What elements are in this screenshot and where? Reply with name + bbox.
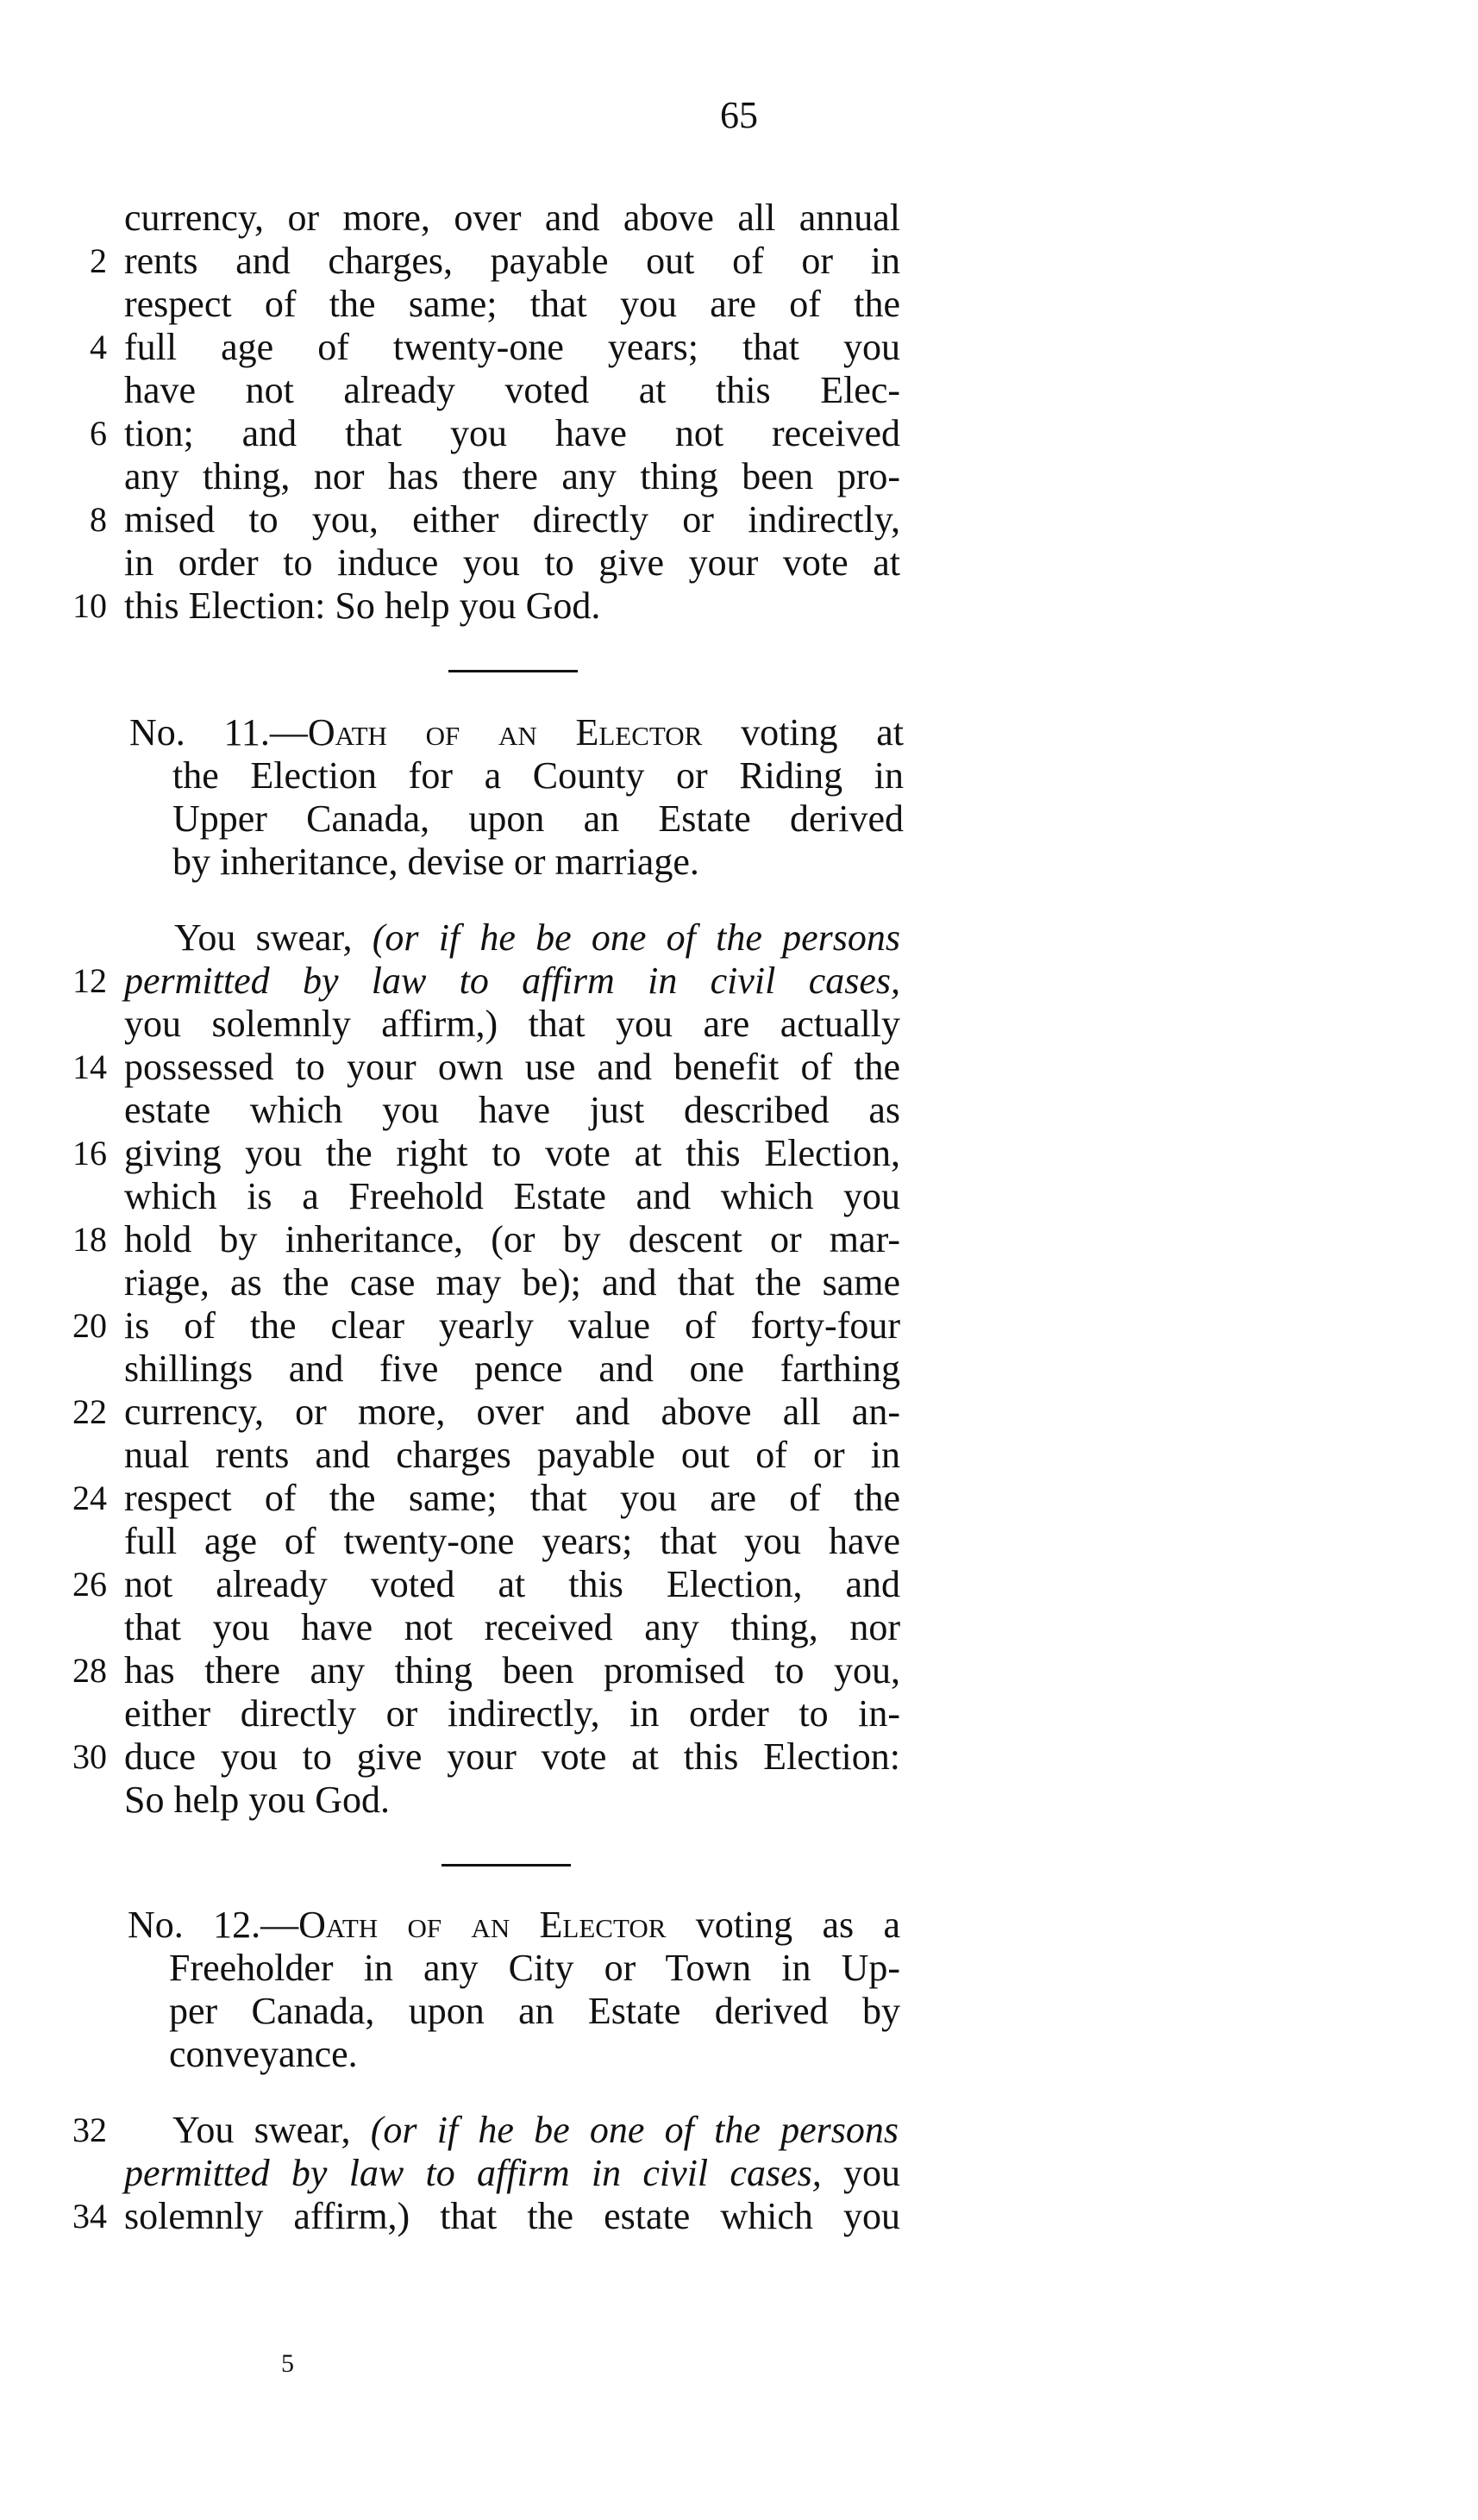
text-line: mised to you, either directly or indirectly, [124, 498, 900, 541]
heading-text: voting as a [695, 1904, 901, 1946]
section-divider [448, 670, 578, 672]
text-line: duce you to give your vote at this Election: [124, 1735, 900, 1778]
heading-line: Upper Canada, upon an Estate derived [172, 797, 904, 840]
text-line: is of the clear yearly value of forty-four [124, 1304, 900, 1347]
heading-title: Oath of an Elector [298, 1904, 667, 1946]
text-line: has there any thing been promised to you, [124, 1649, 900, 1691]
margin-line-number: 24 [72, 1479, 107, 1517]
heading-prefix: No. 11.— [129, 711, 308, 753]
heading-line: conveyance. [169, 2033, 358, 2075]
margin-line-number: 6 [90, 414, 107, 453]
margin-line-number: 32 [72, 2110, 107, 2149]
heading-prefix: No. 12.— [128, 1904, 299, 1946]
text-roman: You swear, [174, 916, 353, 959]
text-italic: permitted by law to affirm in civil cases, [124, 2152, 822, 2194]
margin-line-number: 26 [72, 1565, 107, 1604]
text-line: tion; and that you have not received [124, 412, 900, 454]
margin-line-number: 14 [72, 1047, 107, 1086]
text-line: hold by inheritance, (or by descent or mar- [124, 1218, 900, 1260]
margin-line-number: 22 [72, 1392, 107, 1431]
text-line: possessed to your own use and benefit of the [124, 1046, 900, 1088]
margin-line-number: 30 [72, 1737, 107, 1776]
text-line: nual rents and charges payable out of or in [124, 1434, 900, 1476]
page-number: 65 [720, 94, 758, 136]
heading-title: Oath of an Elector [307, 711, 703, 753]
text-line: currency, or more, over and above all annual [124, 197, 900, 239]
text-line: giving you the right to vote at this Election, [124, 1132, 900, 1174]
text-line: this Election: So help you God. [124, 585, 601, 627]
heading-line: per Canada, upon an Estate derived by [169, 1990, 900, 2032]
text-line: any thing, nor has there any thing been pro- [124, 455, 900, 497]
text-line: have not already voted at this Elec- [124, 369, 900, 411]
text-line: which is a Freehold Estate and which you [124, 1175, 900, 1217]
margin-line-number: 12 [72, 961, 107, 1000]
margin-line-number: 20 [72, 1306, 107, 1345]
text-line: solemnly affirm,) that the estate which you [124, 2195, 900, 2237]
heading-line [129, 711, 904, 754]
text-line: respect of the same; that you are of the [124, 283, 900, 325]
heading-line [128, 1904, 900, 1947]
text-italic: (or if he be one of the persons [372, 916, 900, 959]
margin-line-number: 28 [72, 1651, 107, 1690]
section-divider [442, 1864, 571, 1867]
text-line: rents and charges, payable out of or in [124, 240, 900, 282]
text-italic: (or if he be one of the persons [370, 2109, 899, 2151]
margin-line-number: 10 [72, 586, 107, 625]
text-roman: you [843, 2152, 900, 2194]
text-line: permitted by law to affirm in civil cases, [124, 960, 900, 1002]
text-line: that you have not received any thing, nor [124, 1606, 900, 1648]
text-line: in order to induce you to give your vote at [124, 541, 900, 584]
text-line: full age of twenty-one years; that you have [124, 1520, 900, 1562]
margin-line-number: 18 [72, 1220, 107, 1259]
text-line: you solemnly affirm,) that you are actually [124, 1003, 900, 1045]
text-line: currency, or more, over and above all an- [124, 1391, 900, 1433]
text-line: estate which you have just described as [124, 1089, 900, 1131]
text-line [174, 916, 900, 960]
text-line: So help you God. [124, 1779, 390, 1821]
text-line [124, 2152, 900, 2195]
signature-mark: 5 [281, 2349, 294, 2378]
text-line: not already voted at this Election, and [124, 1563, 900, 1605]
heading-line: the Election for a County or Riding in [172, 754, 904, 797]
text-line [172, 2109, 899, 2152]
text-line: shillings and five pence and one farthing [124, 1348, 900, 1390]
heading-line: Freeholder in any City or Town in Up- [169, 1947, 900, 1989]
text-line: full age of twenty-one years; that you [124, 326, 900, 368]
heading-text: voting at [741, 711, 904, 753]
margin-line-number: 2 [90, 241, 107, 280]
margin-line-number: 8 [90, 500, 107, 539]
text-line: riage, as the case may be); and that the same [124, 1261, 900, 1304]
heading-line: by inheritance, devise or marriage. [172, 841, 699, 883]
margin-line-number: 16 [72, 1134, 107, 1172]
text-roman: You swear, [172, 2109, 351, 2151]
text-line: either directly or indirectly, in order to in- [124, 1692, 900, 1735]
margin-line-number: 4 [90, 328, 107, 366]
text-line: respect of the same; that you are of the [124, 1477, 900, 1519]
margin-line-number: 34 [72, 2197, 107, 2235]
